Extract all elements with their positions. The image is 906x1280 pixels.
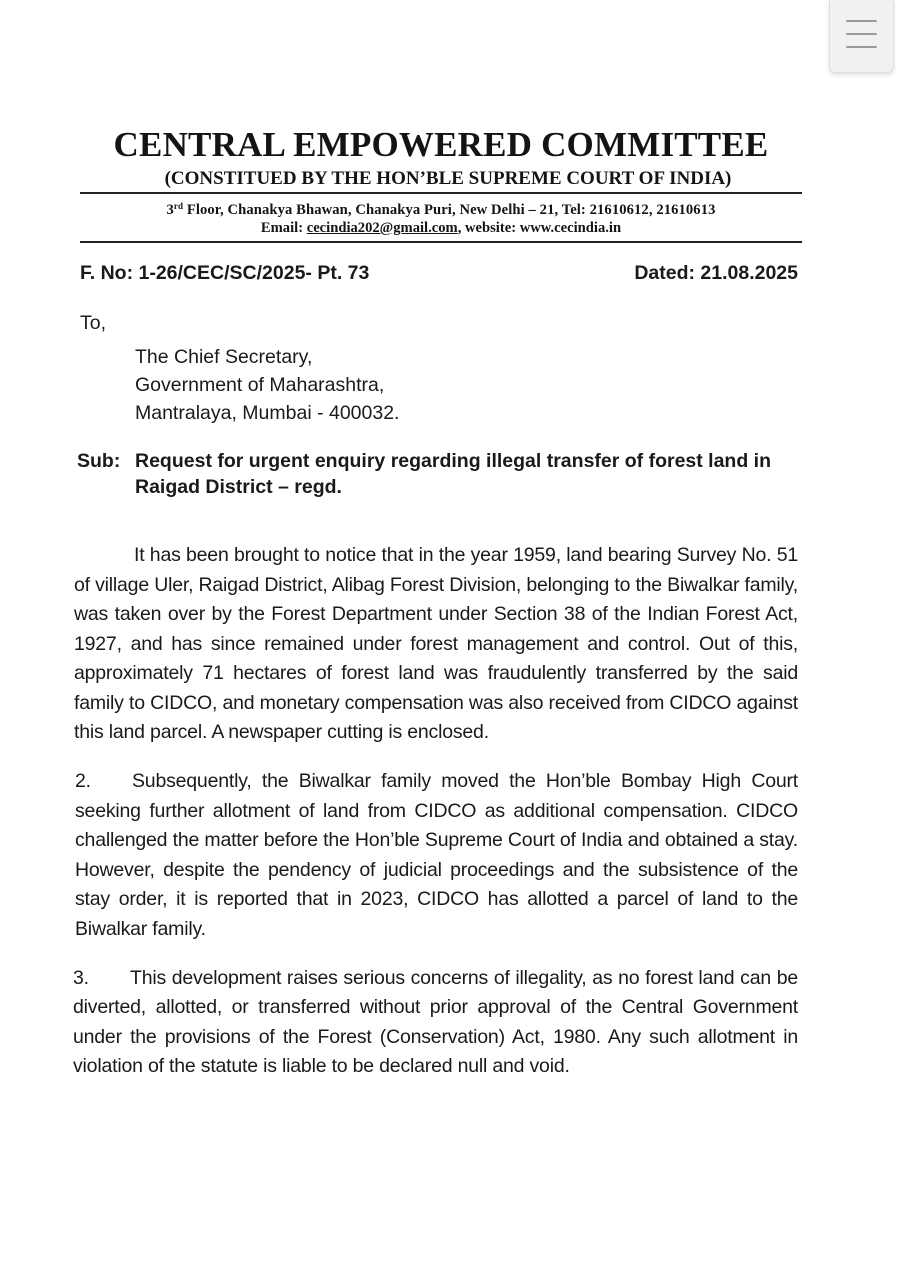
recipient-address xyxy=(73,343,798,427)
organization-subtitle: (CONSTITUED BY THE HON’BLE SUPREME COURT OF INDIA) xyxy=(164,168,732,189)
paragraph-text: It has been brought to notice that in the year 1959, land bearing Survey No. 51 of village Uler, Raigad District, Alibag Forest Division, belonging to the Biwalkar family, was taken over by the Forest Department under Section 38 of the Indian Forest Act, 1927, and has since remained under forest management and control. Out of this, approximately 71 hectares of forest land was fraudulently transferred by the said family to CIDCO, and monetary compensation was also received from CIDCO against this land parcel. A newspaper cutting is enclosed. xyxy=(74,544,798,743)
letter-body xyxy=(73,255,798,1101)
document-menu-button[interactable] xyxy=(829,0,894,73)
floor-number: 3 xyxy=(166,202,174,218)
paragraph-2 xyxy=(73,767,798,944)
recipient-line: Mantralaya, Mumbai - 400032. xyxy=(135,402,400,424)
website-link[interactable]: www.cecindia.in xyxy=(519,220,622,236)
recipient-line: The Chief Secretary, xyxy=(135,346,313,368)
address-text: Floor, Chanakya Bhawan, Chanakya Puri, New Delhi – 21, Tel: 21610612, 21610613 xyxy=(183,202,716,218)
organization-title: CENTRAL EMPOWERED COMMITTEE xyxy=(113,125,769,164)
subject-line xyxy=(73,448,798,500)
recipient-line: Government of Maharashtra, xyxy=(135,374,385,396)
organization-address xyxy=(80,197,802,219)
paragraph-3 xyxy=(73,964,798,1082)
header-divider-top xyxy=(80,192,802,194)
paragraph-1 xyxy=(73,541,798,748)
organization-contact xyxy=(80,219,802,237)
header-divider-bottom xyxy=(80,241,802,243)
paragraph-text: Subsequently, the Biwalkar family moved the Hon’ble Bombay High Court seeking further allotment of land from CIDCO as additional compensation. CIDCO challenged the matter before the Hon’ble Supreme Court of India and obtained a stay. However, despite the pendency of judicial proceedings and the subsistence of the stay order, it is reported that in 2023, CIDCO has allotted a parcel of land to the Biwalkar family. xyxy=(75,770,798,940)
subject-text: Request for urgent enquiry regarding illegal transfer of forest land in Raigad District – regd. xyxy=(135,450,772,498)
file-number: F. No: 1-26/CEC/SC/2025- Pt. 73 xyxy=(80,262,370,284)
salutation: To, xyxy=(80,312,107,334)
floor-ordinal: rd xyxy=(173,201,184,211)
paragraph-number: 2. xyxy=(75,770,91,792)
letter-date: Dated: 21.08.2025 xyxy=(634,262,798,284)
paragraph-number: 3. xyxy=(73,966,89,989)
subject-label: Sub: xyxy=(77,450,121,472)
reference-row xyxy=(73,255,798,291)
email-label: Email: xyxy=(260,220,307,236)
paragraph-text: This development raises serious concerns of illegality, as no forest land can be diverted, allotted, or transferred without prior approval of the Central Government under the provisions of the Forest (Conservation) Act, 1980. Any such allotment in violation of the statute is liable to be declared null and void. xyxy=(73,966,798,1077)
website-label: , website: xyxy=(457,220,520,236)
letterhead xyxy=(80,124,802,243)
email-link[interactable]: cecindia202@gmail.com xyxy=(306,220,458,236)
